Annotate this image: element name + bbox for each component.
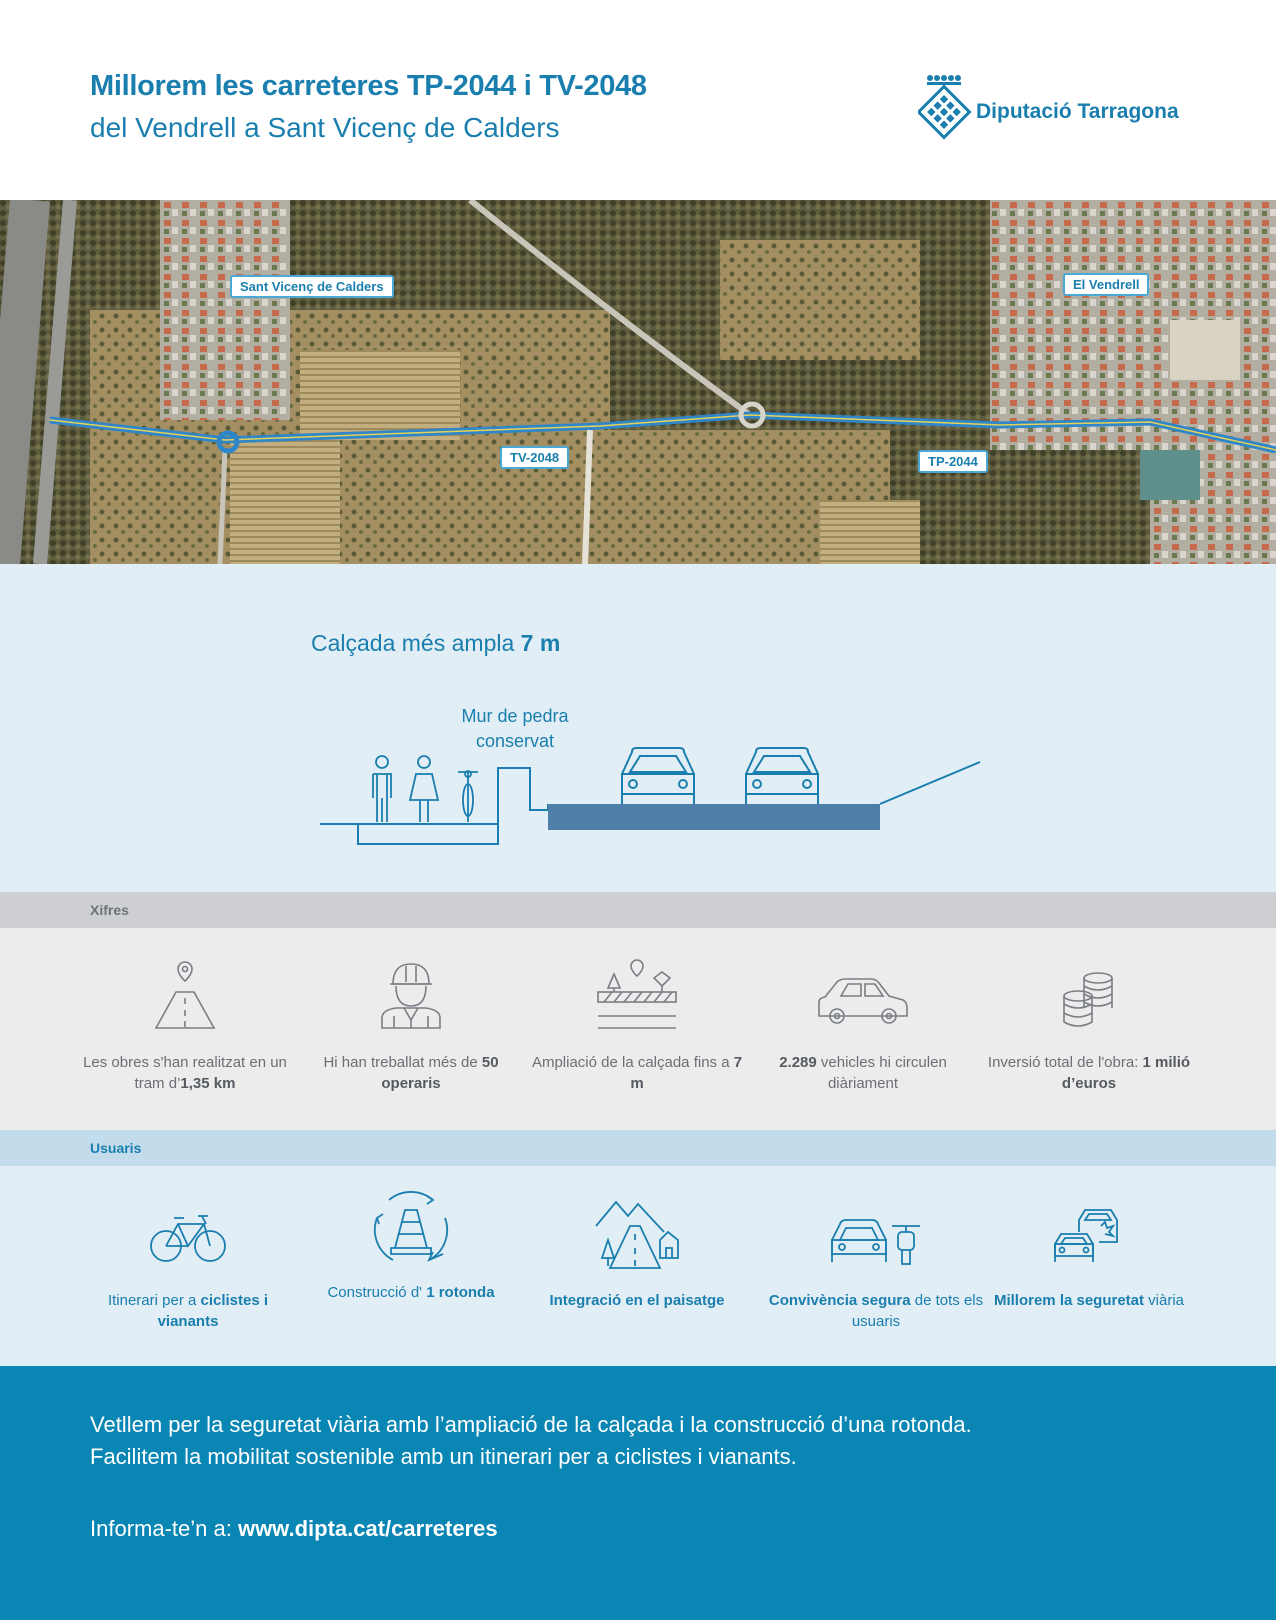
footer (0, 1366, 1276, 1620)
map-label-tv-2048: TV-2048 (500, 446, 569, 469)
roundabout-cone-icon (371, 1188, 451, 1270)
landscape-road-icon (594, 1196, 680, 1270)
road-pin-icon (150, 958, 220, 1032)
footer-line-2: Facilitem la mobilitat sostenible amb un itinerari per a ciclistes i vianants. (90, 1444, 797, 1469)
figure-item-investment: Inversió total de l'obra: 1 milió d’euros (979, 958, 1199, 1094)
car-icon (815, 958, 911, 1032)
car-front-icon (622, 748, 694, 804)
header (0, 0, 1276, 200)
user-item-safety: Millorem la seguretat viària (979, 1196, 1199, 1311)
aerial-photo (0, 200, 1276, 564)
car-front-icon (746, 748, 818, 804)
footer-line-1: Vetllem per la seguretat viària amb l’ampliació de la calçada i la construcció d’una rotonda. (90, 1412, 972, 1437)
road-widening-icon (594, 958, 680, 1032)
aerial-map (0, 200, 1276, 564)
cross-section (0, 564, 1276, 892)
user-item-coexistence: Convivència segura de tots els usuaris (766, 1196, 986, 1332)
cross-section-title: Calçada més ampla 7 m (311, 630, 561, 656)
worker-icon (376, 958, 446, 1032)
diputacio-logo[interactable] (918, 72, 1188, 142)
pedestrian-man-icon (373, 756, 391, 822)
coins-icon (1054, 958, 1124, 1032)
bicycle-icon (148, 1196, 228, 1270)
user-item-landscape: Integració en el paisatge (527, 1196, 747, 1311)
map-label-sant-vicenc: Sant Vicenç de Calders (230, 275, 394, 298)
page-title: Millorem les carreteres TP-2044 i TV-2048 (90, 70, 647, 102)
user-item-roundabout: Construcció d' 1 rotonda (301, 1188, 521, 1303)
figure-item-vehicles: 2.289 vehicles hi circulen diàriament (753, 958, 973, 1094)
figures-heading: Xifres (0, 892, 1276, 928)
figure-item-widening: Ampliació de la calçada fins a 7 m (527, 958, 747, 1094)
crash-cars-icon (1049, 1196, 1129, 1270)
stone-wall-label: Mur de pedra conservat (461, 706, 569, 751)
footer-info: Informa-te’n a: www.dipta.cat/carreteres (90, 1516, 498, 1541)
car-motorbike-icon (826, 1196, 926, 1270)
footer-url-link[interactable]: www.dipta.cat/carreteres (237, 1516, 498, 1541)
map-label-tp-2044: TP-2044 (918, 450, 988, 473)
logo-text: Diputació Tarragona (976, 100, 1179, 123)
map-label-el-vendrell: El Vendrell (1063, 273, 1149, 296)
figure-item-length: Les obres s'han realitzat en un tram d’1,35 km (75, 958, 295, 1094)
page-subtitle: del Vendrell a Sant Vicenç de Calders (90, 112, 560, 143)
bicycle-front-icon (458, 771, 478, 822)
users-heading: Usuaris (0, 1130, 1276, 1166)
figures-section (0, 928, 1276, 1130)
users-section (0, 1166, 1276, 1366)
diputacio-crest-icon (918, 72, 978, 142)
pedestrian-woman-icon (410, 756, 438, 822)
user-item-cyclists: Itinerari per a ciclistes i vianants (78, 1196, 298, 1332)
road-cross-section-drawing (0, 564, 1276, 892)
figure-item-workers: Hi han treballat més de 50 operaris (301, 958, 521, 1094)
